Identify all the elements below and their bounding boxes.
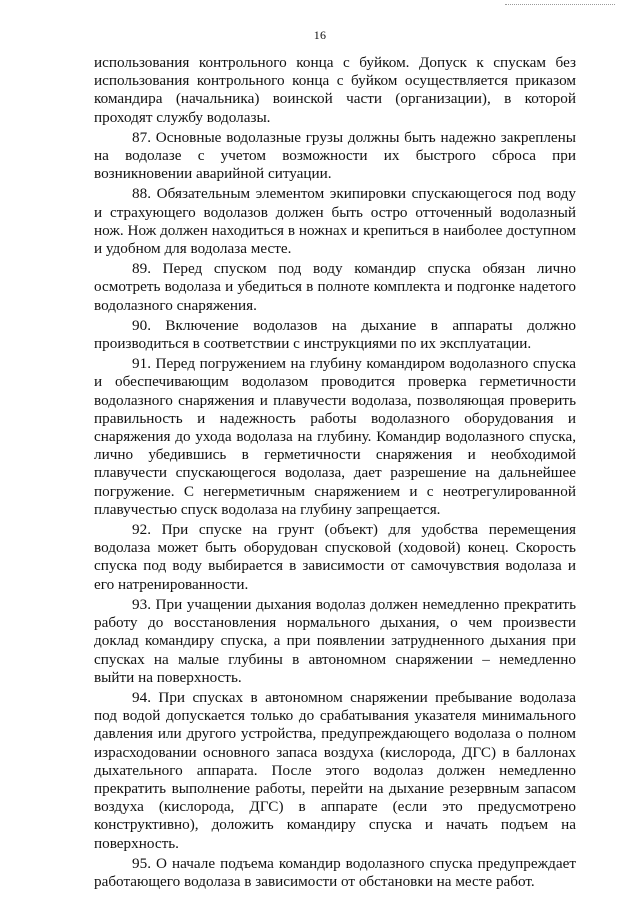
paragraph-91: 91. Перед погружением на глубину командиром водолазного спуска и обеспечивающим водолазом проводится проверка герметичности водолазного снаряжения и плавучести водолаза, позволяющая проверить правильность и надежность работы водолазного оборудования и снаряжения до ухода водолаза на глубину. Командир водолазного спуска, лично убедившись в герметичности снаряжения и необходимой плавучести спускающегося водолаза, дает разрешение на дальнейшее погружение. С негерметичным снаряжением и с неотрегулированной плавучестью спуск водолаза на глубину запрещается.: [94, 355, 576, 518]
page-number: 16: [313, 28, 327, 42]
paragraph-90: 90. Включение водолазов на дыхание в аппараты должно производиться в соответствии с инструкциями по их эксплуатации.: [94, 316, 576, 353]
top-edge-rule: [505, 4, 615, 6]
paragraph-88: 88. Обязательным элементом экипировки спускающегося под воду и страхующего водолазов должен быть остро отточенный водолазный нож. Нож должен находиться в ножнах и крепиться в наиболее доступном и удобном для водолаза месте.: [94, 185, 576, 258]
paragraph-93: 93. При учащении дыхания водолаз должен немедленно прекратить работу до восстановления нормального дыхания, о чем произвести доклад командиру спуска, а при появлении затрудненного дыхания при спусках на малые глубины в автономном снаряжении – немедленно выйти на поверхность.: [94, 595, 576, 686]
paragraph-86-continuation: использования контрольного конца с буйком. Допуск к спускам без использования контрольного конца с буйком осуществляется приказом командира (начальника) воинской части (организации), в которой проходят службу водолазы.: [94, 54, 576, 126]
paragraph-89: 89. Перед спуском под воду командир спуска обязан лично осмотреть водолаза и убедиться в полноте комплекта и подгонке надетого водолазного снаряжения.: [94, 260, 576, 314]
paragraph-95: 95. О начале подъема командир водолазного спуска предупреждает работающего водолаза в зависимости от обстановки на месте работ.: [94, 854, 576, 890]
document-body: [94, 54, 576, 893]
paragraph-87: 87. Основные водолазные грузы должны быть надежно закреплены на водолазе с учетом возможности их быстрого сброса при возникновении аварийной ситуации.: [94, 128, 576, 183]
paragraph-92: 92. При спуске на грунт (объект) для удобства перемещения водолаза может быть оборудован спусковой (ходовой) конец. Скорость спуска под воду выбирается в зависимости от самочувствия водолаза и его натренированности.: [94, 521, 576, 593]
paragraph-94: 94. При спусках в автономном снаряжении пребывание водолаза под водой допускается только до срабатывания указателя минимального давления или другого устройства, предупреждающего водолаза о полном израсходовании основного запаса воздуха (кислорода, ДГС) в баллонах дыхательного аппарата. После этого водолаз должен немедленно прекратить выполнение работы, перейти на дыхание резервным запасом воздуха (кислорода, ДГС) в аппарате (если это предусмотрено конструктивно), доложить командиру спуска и начать подъем на поверхность.: [94, 688, 576, 852]
